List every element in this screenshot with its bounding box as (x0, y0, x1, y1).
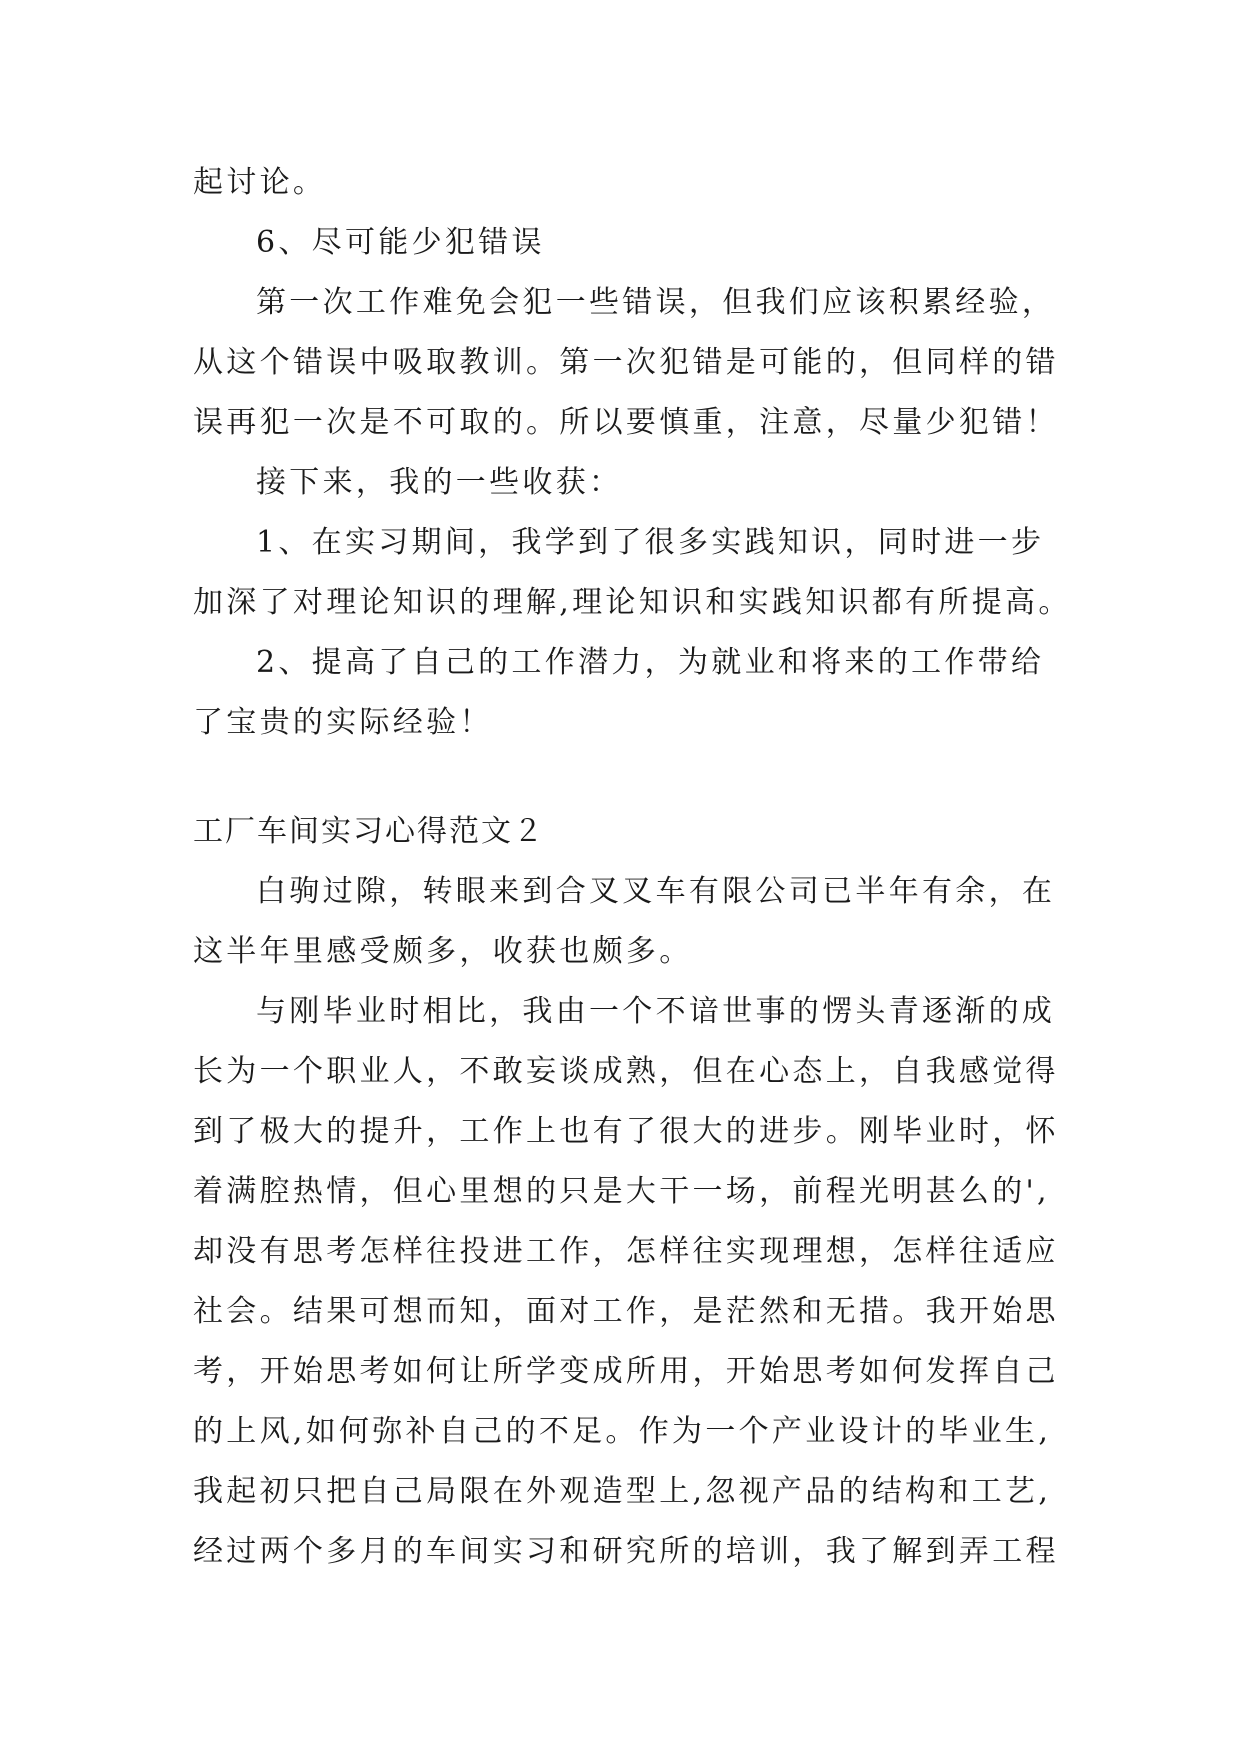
paragraph-line: 与刚毕业时相比，我由一个不谙世事的愣头青逐渐的成 (256, 994, 1056, 1029)
paragraph-line: 我起初只把自己局限在外观造型上,忽视产品的结构和工艺, (193, 1474, 1052, 1509)
paragraph-line: 却没有思考怎样往投进工作，怎样往实现理想，怎样往适应 (193, 1234, 1059, 1269)
paragraph-line: 从这个错误中吸取教训。第一次犯错是可能的，但同样的错 (193, 345, 1059, 380)
paragraph-line: 误再犯一次是不可取的。所以要慎重，注意，尽量少犯错！ (193, 405, 1059, 440)
paragraph-line: 白驹过隙，转眼来到合叉叉车有限公司已半年有余，在 (256, 874, 1056, 909)
section-title: 工厂车间实习心得范文２ (193, 814, 545, 849)
paragraph-line: 接下来，我的一些收获： (256, 465, 623, 500)
paragraph-line: 经过两个多月的车间实习和研究所的培训，我了解到弄工程 (193, 1534, 1059, 1569)
list-item: 1、在实习期间，我学到了很多实践知识，同时进一步 (256, 525, 1045, 560)
paragraph-line: 长为一个职业人，不敢妄谈成熟，但在心态上，自我感觉得 (193, 1054, 1059, 1089)
list-heading: 6、尽可能少犯错误 (256, 225, 545, 260)
paragraph-line: 了宝贵的实际经验！ (193, 705, 493, 740)
paragraph-line: 社会。结果可想而知，面对工作，是茫然和无措。我开始思 (193, 1294, 1059, 1329)
paragraph-line: 到了极大的提升，工作上也有了很大的进步。刚毕业时，怀 (193, 1114, 1059, 1149)
paragraph-line: 第一次工作难免会犯一些错误，但我们应该积累经验， (256, 285, 1056, 320)
paragraph-line: 着满腔热情，但心里想的只是大干一场，前程光明甚么的', (193, 1174, 1050, 1209)
paragraph-line: 加深了对理论知识的理解,理论知识和实践知识都有所提高。 (193, 585, 1072, 620)
list-item: 2、提高了自己的工作潜力，为就业和将来的工作带给 (256, 645, 1045, 680)
paragraph-line: 的上风,如何弥补自己的不足。作为一个产业设计的毕业生, (193, 1414, 1052, 1449)
paragraph-line: 这半年里感受颇多，收获也颇多。 (193, 934, 693, 969)
paragraph-line: 起讨论。 (193, 165, 327, 200)
paragraph-line: 考，开始思考如何让所学变成所用，开始思考如何发挥自己 (193, 1354, 1059, 1389)
